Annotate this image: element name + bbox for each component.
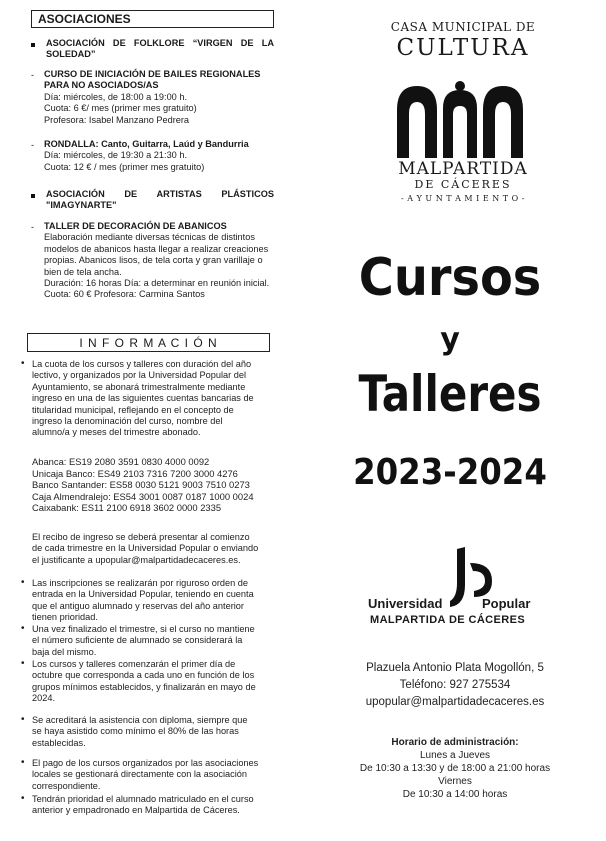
bullet-dot-icon: •	[21, 757, 25, 768]
bullet-square-icon	[31, 194, 35, 198]
phone-text: Teléfono: 927 275534	[399, 679, 511, 691]
rondalla-block	[44, 139, 276, 173]
pago-line-1: El pago de los cursos organizados por las asociaciones	[32, 758, 259, 768]
recibo-line-1: El recibo de ingreso se deberá presentar al comienzo	[32, 532, 250, 542]
comienzo-line-2: octubre que corresponda a cada uno en función de los	[32, 670, 255, 681]
universidad-text: Universidad	[368, 596, 443, 611]
recibo-line-2: de cada trimestre en la Universidad Popular o enviando	[32, 543, 259, 554]
title-talleres: Talleres	[358, 365, 542, 423]
artistas-line-2: "IMAGYNARTE"	[46, 200, 117, 211]
cuota-line-3: Ayuntamiento, se abonará trimestralmente mediante	[32, 381, 246, 392]
prioridad-line-2: anterior y empadronado en Malpartida de Cáceres.	[32, 805, 240, 816]
diploma-line-3: establecidas.	[32, 737, 86, 748]
casa-cultura-logo	[378, 20, 548, 61]
horario-days-2: Viernes	[438, 776, 472, 787]
diploma-item	[32, 715, 278, 749]
dash-marker: -	[31, 70, 35, 80]
up-place-text: MALPARTIDA DE CÁCERES	[370, 614, 526, 626]
trimestre-line-1: Una vez finalizado el trimestre, si el curso no mantiene	[32, 624, 255, 634]
curso-bailes-cuota: Cuota: 6 €/ mes (primer mes gratuito)	[44, 103, 197, 114]
curso-bailes-dia: Día: miércoles, de 18:00 a 19:00 h.	[44, 91, 188, 102]
taller-abanicos-duracion: Duración: 16 horas Día: a determinar en reunión inicial.	[44, 278, 270, 289]
bullet-dot-icon: •	[21, 793, 25, 804]
ayuntamiento-text: - A Y U N T A M I E N T O -	[401, 194, 525, 203]
inscripciones-line-3: que el antiguo alumnado y reservas del año anterior	[32, 600, 244, 611]
cuota-line-6: ingreso la denominación del curso, nombre del	[32, 416, 223, 427]
cultura-text: CULTURA	[396, 35, 530, 61]
comienzo-line-1: Los cursos y talleres comenzarán el primer día de	[32, 659, 236, 669]
curso-bailes-profesora: Profesora: Isabel Manzano Pedrera	[44, 114, 190, 125]
trimestre-line-2: el número suficiente de alumnado se considerará la	[32, 635, 243, 646]
bullet-dot-icon: •	[21, 577, 25, 588]
recibo-line-3: el justificante a upopular@malpartidadecaceres.es.	[32, 554, 241, 565]
cuota-line-1: La cuota de los cursos y talleres con duración del año	[32, 359, 252, 369]
bullet-dot-icon: •	[21, 623, 25, 634]
bullet-dot-icon: •	[21, 658, 25, 669]
pago-line-2: locales se gestionará directamente con la asociación	[32, 769, 248, 780]
cuota-paragraph	[32, 359, 274, 439]
folklore-association-name: ASOCIACIÓN DE FOLKLORE “VIRGEN DE LA SOLEDAD”	[46, 38, 274, 60]
inscripciones-line-1: Las inscripciones se realizarán por riguroso orden de	[32, 578, 249, 588]
asociaciones-header-text: ASOCIACIONES	[38, 12, 131, 26]
artistas-line-1: ASOCIACIÓN DE ARTISTAS PLÁSTICOS	[46, 189, 274, 199]
inscripciones-line-4: tienen prioridad.	[32, 612, 98, 623]
inscripciones-line-2: entrada en la Universidad Popular, teniendo en cuenta	[32, 589, 254, 600]
trimestre-line-3: baja del mismo.	[32, 646, 97, 657]
taller-abanicos-cuota: Cuota: 60 € Profesora: Carmina Santos	[44, 289, 205, 300]
taller-abanicos-desc-1: Elaboración mediante diversas técnicas de distintos	[44, 232, 255, 243]
dash-marker: -	[31, 222, 35, 232]
cuota-line-4: ingreso en una de las siguientes cuentas bancarias de	[32, 393, 254, 404]
informacion-header-text: I N F O R M A C I Ó N	[79, 336, 218, 350]
taller-abanicos-title: TALLER DE DECORACIÓN DE ABANICOS	[44, 221, 227, 231]
bullet-square-icon	[31, 43, 35, 47]
horario-hours-1: De 10:30 a 13:30 y de 18:00 a 21:00 horas	[359, 763, 551, 774]
dash-marker: -	[31, 140, 35, 150]
bank-account-caixabank: Caixabank: ES11 2100 6918 3602 0000 2335	[32, 502, 222, 514]
comienzo-line-4: 2024.	[32, 693, 55, 704]
bank-account-abanca: Abanca: ES19 2080 3591 0830 4000 0092	[32, 456, 210, 467]
bullet-dot-icon: •	[21, 714, 25, 725]
trimestre-item	[32, 624, 278, 658]
bullet-dot-icon: •	[21, 358, 25, 369]
pago-item	[32, 758, 278, 792]
casa-municipal-text: CASA MUNICIPAL DE	[390, 20, 536, 34]
inscripciones-item	[32, 578, 278, 624]
title-year: 2023-2024	[353, 452, 547, 493]
cuota-line-7: alumno/a y meses del trimestre abonado.	[32, 427, 201, 438]
comienzo-line-3: grupos mínimos establecidos, y finalizarán en mayo de	[32, 681, 256, 692]
horario-days-1: Lunes a Jueves	[419, 750, 491, 761]
address-text: Plazuela Antonio Plata Mogollón, 5	[366, 662, 544, 674]
comienzo-item	[32, 659, 278, 705]
bank-account-santander: Banco Santander: ES58 0030 5121 9003 7510 0273	[32, 479, 250, 491]
diploma-line-2: se haya asistido como mínimo el 80% de las horas	[32, 726, 239, 737]
pago-line-3: correspondiente.	[32, 780, 101, 791]
informacion-header	[27, 333, 270, 352]
taller-abanicos-desc-3: propias. Abanicos lisos, de tela corta y gran varillaje o	[44, 255, 263, 266]
recibo-paragraph	[32, 532, 278, 566]
curso-bailes-title-1: CURSO DE INICIACIÓN DE BAILES REGIONALES	[44, 69, 261, 79]
de-caceres-text: DE CÁCERES	[414, 178, 512, 191]
curso-bailes-block	[44, 69, 276, 126]
prioridad-item	[32, 794, 278, 817]
popular-text: Popular	[482, 596, 531, 611]
malpartida-text: MALPARTIDA	[398, 159, 528, 179]
horario-block	[330, 736, 580, 801]
cuota-line-5: titularidad municipal, reflejando en el concepto de	[32, 404, 234, 415]
rondalla-dia: Día: miércoles, de 19:30 a 21:30 h.	[44, 150, 188, 161]
bank-account-unicaja: Unicaja Banco: ES49 2103 7316 7200 3000 4276	[32, 467, 238, 479]
malpartida-logo-text	[378, 160, 548, 203]
artistas-association-name	[46, 189, 274, 212]
horario-label: Horario de administración:	[391, 737, 519, 748]
title-cursos: Cursos	[358, 248, 542, 308]
cuota-line-2: lectivo, y organizados por la Universidad Popular del	[32, 370, 246, 381]
taller-abanicos-block	[44, 221, 276, 301]
email-text: upopular@malpartidadecaceres.es	[365, 696, 545, 708]
bank-accounts	[32, 456, 278, 514]
rondalla-title: RONDALLA: Canto, Guitarra, Laúd y Bandurria	[44, 139, 249, 149]
title-y: y	[440, 322, 460, 357]
prioridad-line-1: Tendrán prioridad el alumnado matriculado en el curso	[32, 794, 254, 804]
bank-account-almendralejo: Caja Almendralejo: ES54 3001 0087 0187 1000 0024	[32, 490, 254, 502]
horario-hours-2: De 10:30 a 14:00 horas	[402, 789, 508, 800]
contact-block	[340, 660, 570, 711]
rondalla-cuota: Cuota: 12 € / mes (primer mes gratuito)	[44, 161, 205, 172]
curso-bailes-title-2: PARA NO ASOCIADOS/AS	[44, 80, 159, 91]
diploma-line-1: Se acreditará la asistencia con diploma, siempre que	[32, 715, 248, 725]
asociaciones-header	[31, 10, 274, 28]
taller-abanicos-desc-2: modelos de abanicos hasta llegar a realizar creaciones	[44, 243, 269, 254]
taller-abanicos-desc-4: bien de tela ancha.	[44, 266, 122, 277]
arches-emblem-icon	[395, 80, 525, 160]
